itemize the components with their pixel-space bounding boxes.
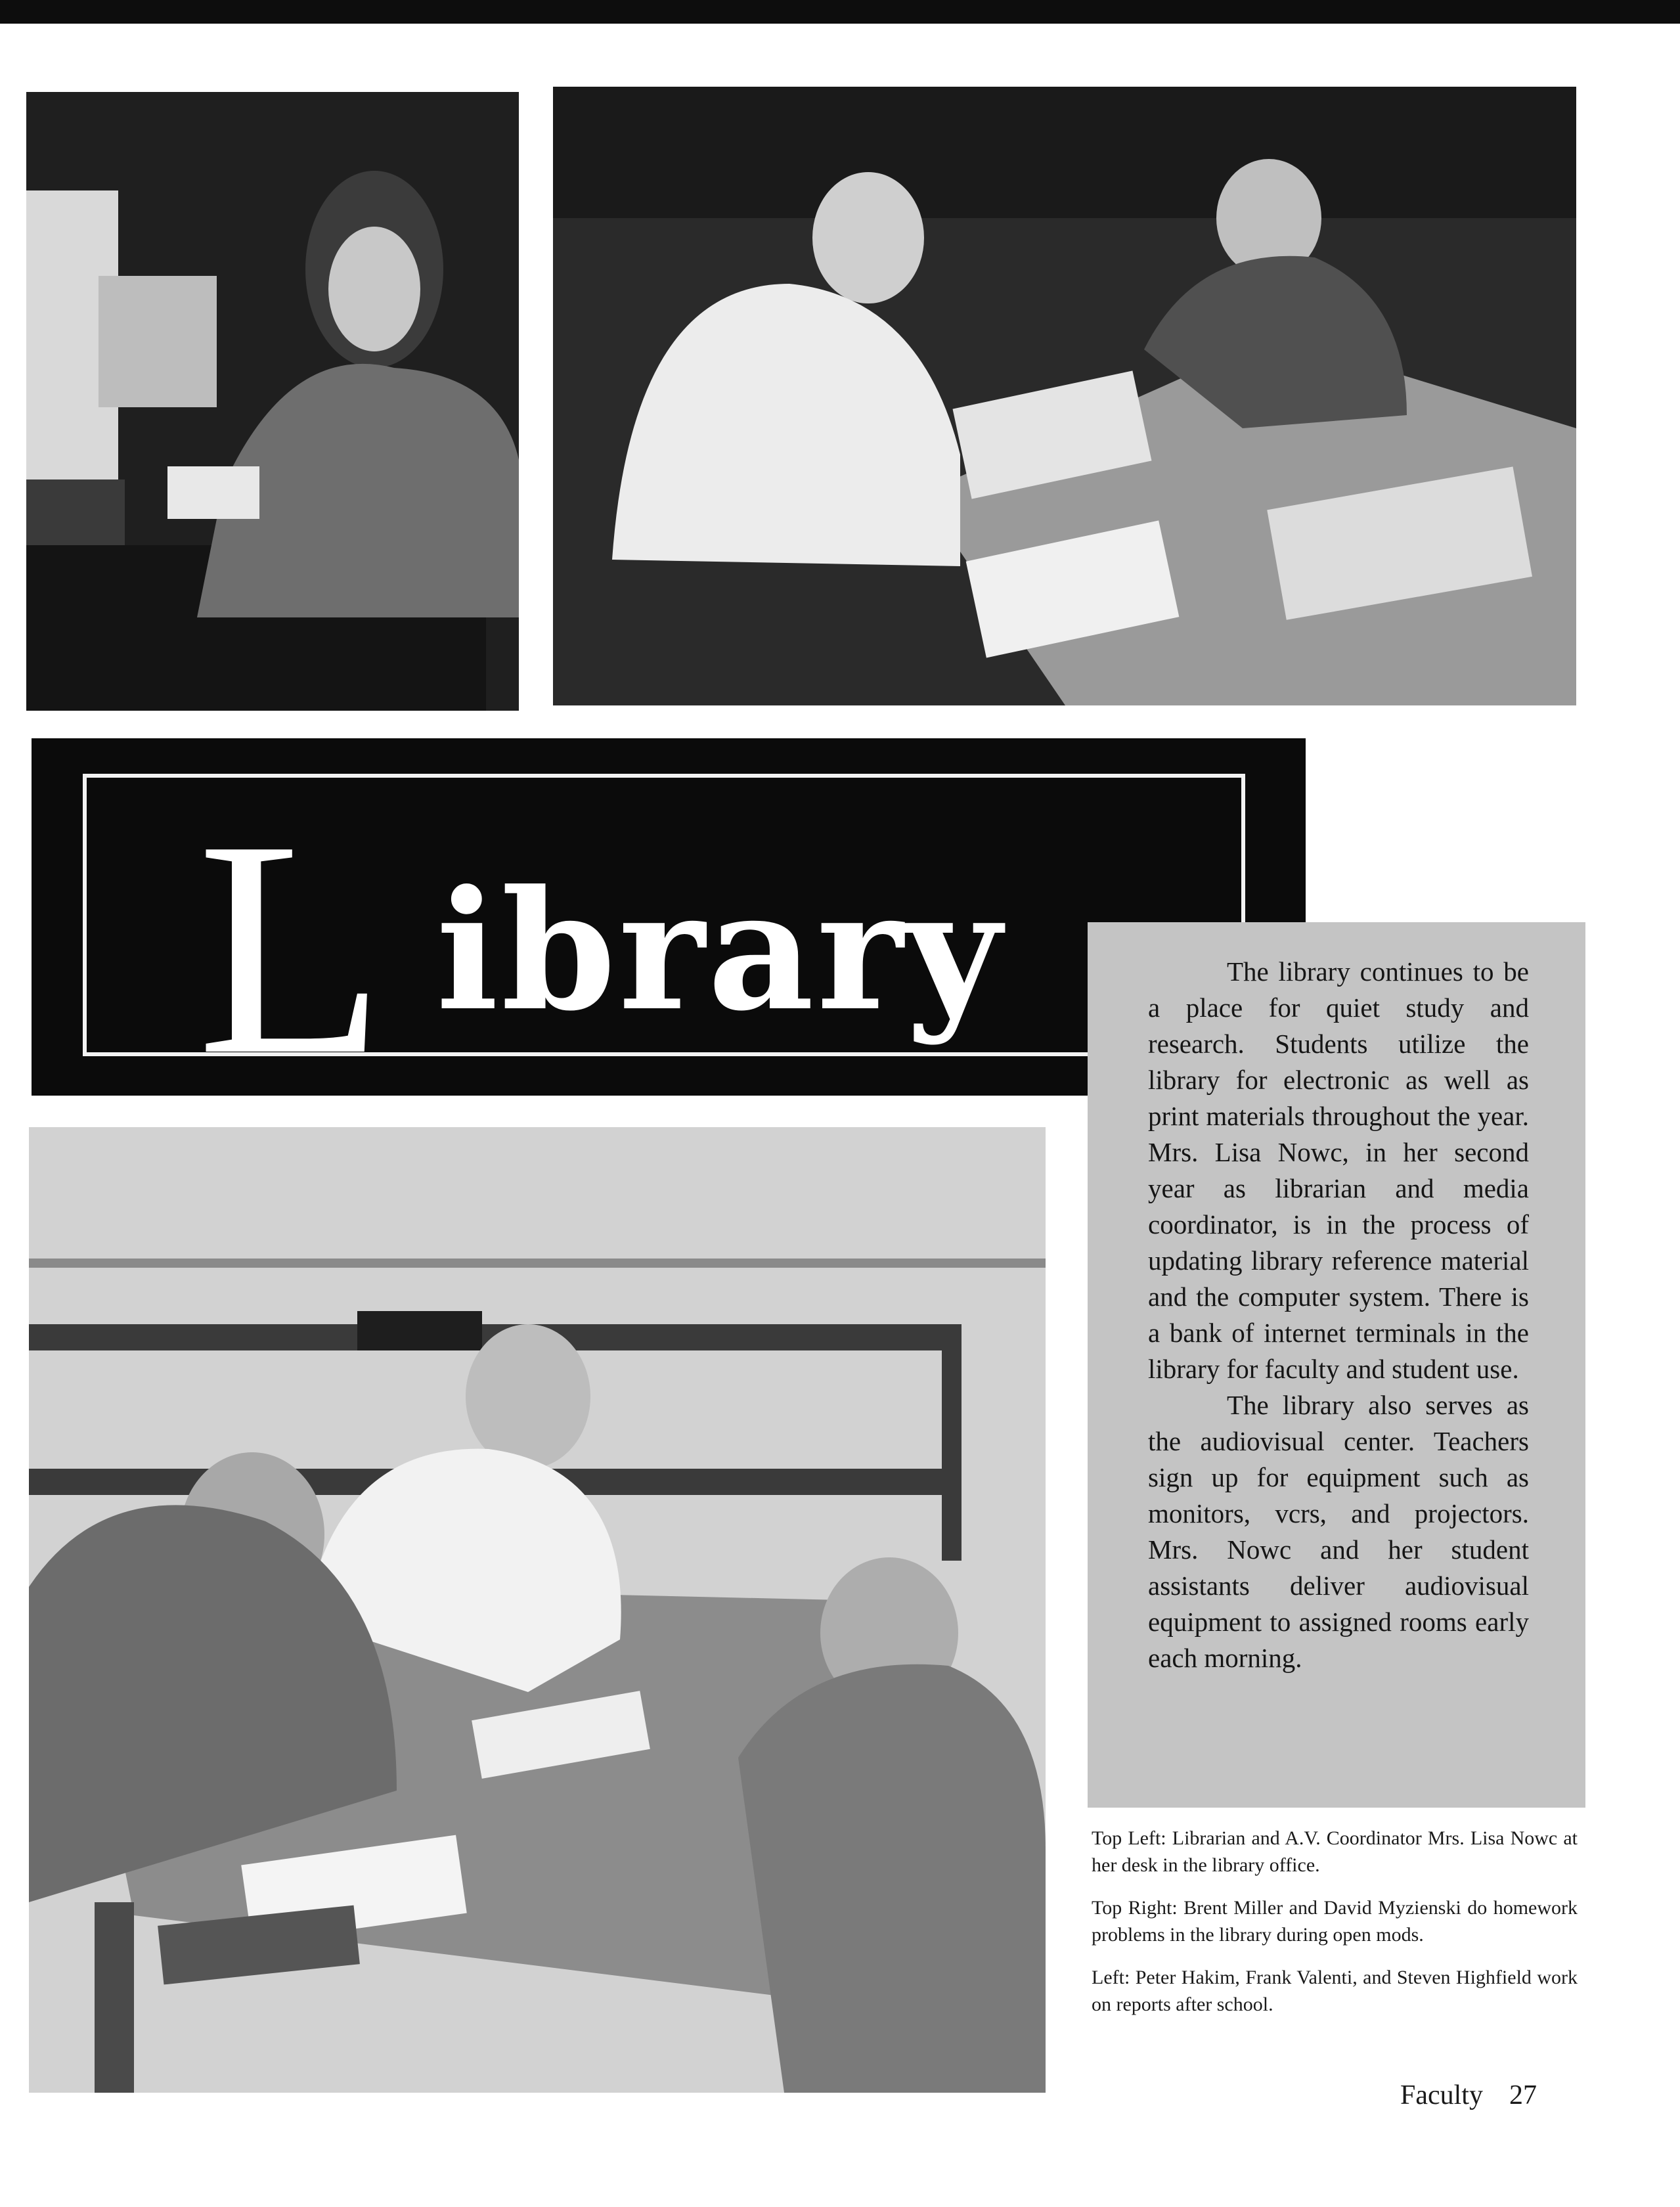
photo-librarian-at-desk bbox=[26, 92, 519, 711]
page-footer bbox=[1400, 2080, 1563, 2111]
caption-top-left: Top Left: Librarian and A.V. Coordinator Mrs. Lisa Nowc at her desk in the library office. bbox=[1092, 1827, 1578, 1876]
top-border bbox=[0, 0, 1680, 24]
story-text bbox=[1148, 954, 1529, 1676]
photo-three-students-working bbox=[29, 1127, 1046, 2093]
caption-top-right: Top Right: Brent Miller and David Myzienski do homework problems in the library during open mods. bbox=[1092, 1897, 1578, 1946]
story-paragraph: The library continues to be a place for quiet study and research. Students utilize the library for electronic as well as print materials throughout the year. Mrs. Lisa Nowc, in her second year as librarian and media coordinator, is in the process of updating library reference material and the computer system. There is a bank of internet terminals in the library for faculty and student use. bbox=[1148, 956, 1529, 1384]
caption-left: Left: Peter Hakim, Frank Valenti, and Steven Highfield work on reports after school. bbox=[1092, 1967, 1578, 2015]
section-name: Faculty bbox=[1400, 2080, 1483, 2110]
title-initial-letter: L bbox=[197, 776, 386, 1119]
story-paragraph: The library also serves as the audiovisual center. Teachers sign up for equipment such as monitors, vcrs, and projectors. Mrs. Nowc and her student assistants deliver audiovisual equipment to assigned rooms early each morning. bbox=[1148, 1390, 1529, 1673]
photo-students-at-table bbox=[553, 87, 1576, 705]
title-text: ibrary bbox=[436, 854, 1004, 1047]
page-number: 27 bbox=[1509, 2080, 1537, 2110]
story-box bbox=[1088, 922, 1585, 1808]
